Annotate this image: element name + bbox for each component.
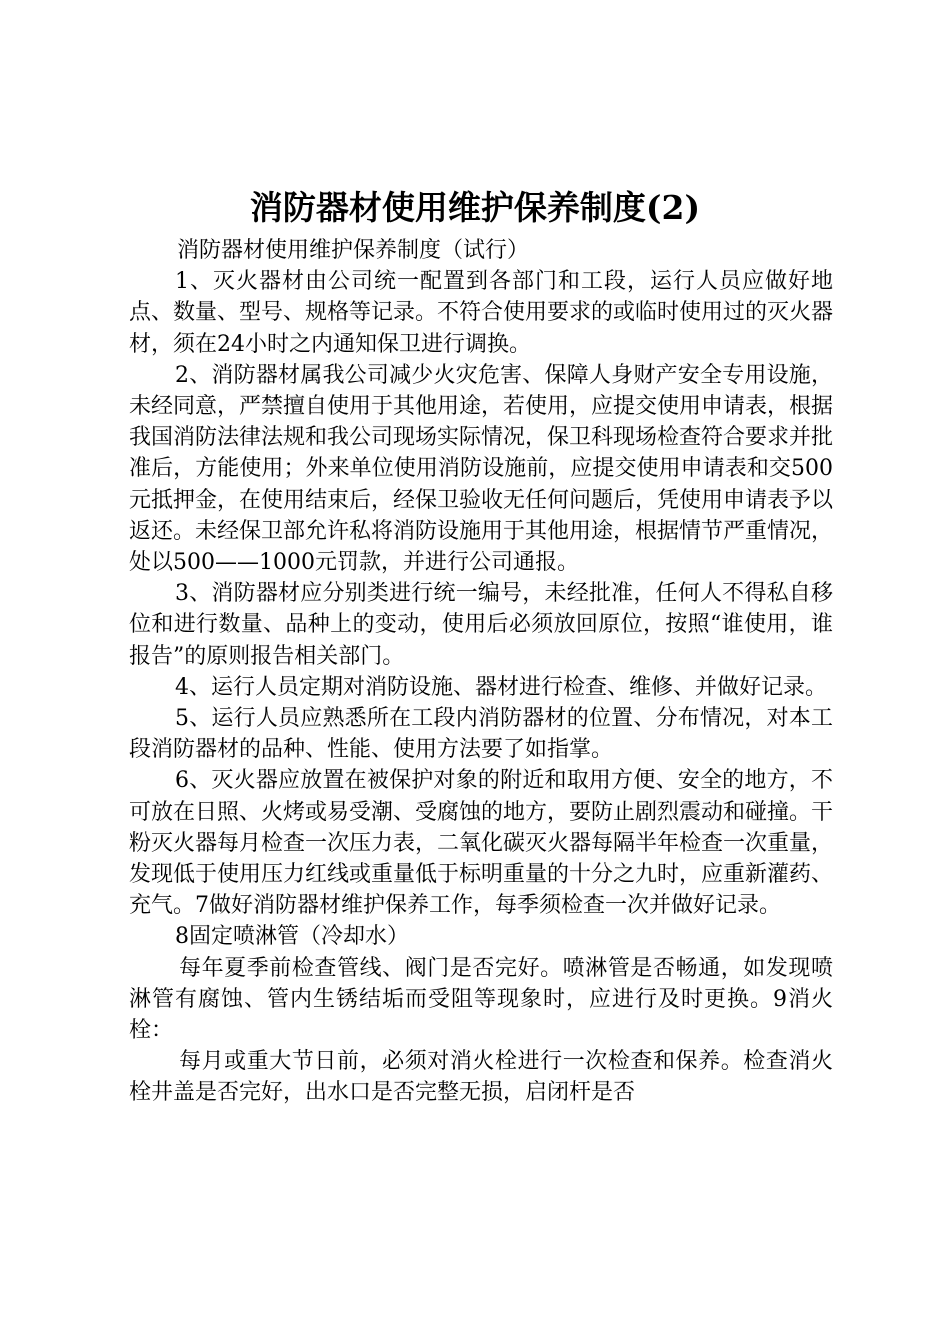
document-body — [129, 235, 833, 1109]
paragraph-5: 5、运行人员应熟悉所在工段内消防器材的位置、分布情况，对本工段消防器材的品种、性能、使用方法要了如指掌。 — [129, 706, 833, 763]
paragraph-1: 1、灭火器材由公司统一配置到各部门和工段，运行人员应做好地点、数量、型号、规格等记录。不符合使用要求的或临时使用过的灭火器材，须在24小时之内通知保卫进行调换。 — [129, 269, 834, 357]
paragraph-8: 每年夏季前检查管线、阀门是否完好。喷淋管是否畅通，如发现喷淋管有腐蚀、管内生锈结垢而受阻等现象时，应进行及时更换。9消火栓： — [129, 955, 833, 1044]
paragraph-9: 每月或重大节日前，必须对消火栓进行一次检查和保养。检查消火栓井盖是否完好，出水口是否完整无损，启闭杆是否 — [129, 1049, 833, 1106]
document-title: 消防器材使用维护保养制度(2) — [249, 188, 701, 227]
paragraph-2: 2、消防器材属我公司减少火灾危害、保障人身财产安全专用设施，未经同意，严禁擅自使用于其他用途，若使用，应提交使用申请表，根据我国消防法律法规和我公司现场实际情况，保卫科现场检查符合要求并批准后，方能使用；外来单位使用消防设施前，应提交使用申请表和交500元抵押金，在使用结束后，经保卫验收无任何问题后，凭使用申请表予以返还。未经保卫部允许私将消防设施用于其他用途，根据情节严重情况，处以500——1000元罚款，并进行公司通报。 — [129, 362, 834, 576]
document-subtitle: 消防器材使用维护保养制度（试行） — [177, 238, 530, 263]
paragraph-6: 6、灭火器应放置在被保护对象的附近和取用方便、安全的地方，不可放在日照、火烤或易受潮、受腐蚀的地方，要防止剧烈震动和碰撞。干粉灭火器每月检查一次压力表，二氧化碳灭火器每隔半年检查一次重量，发现低于使用压力红线或重量低于标明重量的十分之九时，应重新灌药、充气。7做好消防器材维护保养工作，每季须检查一次并做好记录。 — [129, 768, 834, 919]
paragraph-4: 4、运行人员定期对消防设施、器材进行检查、维修、并做好记录。 — [175, 674, 827, 700]
paragraph-7: 8固定喷淋管（冷却水） — [175, 924, 409, 950]
paragraph-3: 3、消防器材应分别类进行统一编号，未经批准，任何人不得私自移位和进行数量、品种上的变动，使用后必须放回原位，按照“谁使用，谁报告”的原则报告相关部门。 — [129, 581, 833, 669]
